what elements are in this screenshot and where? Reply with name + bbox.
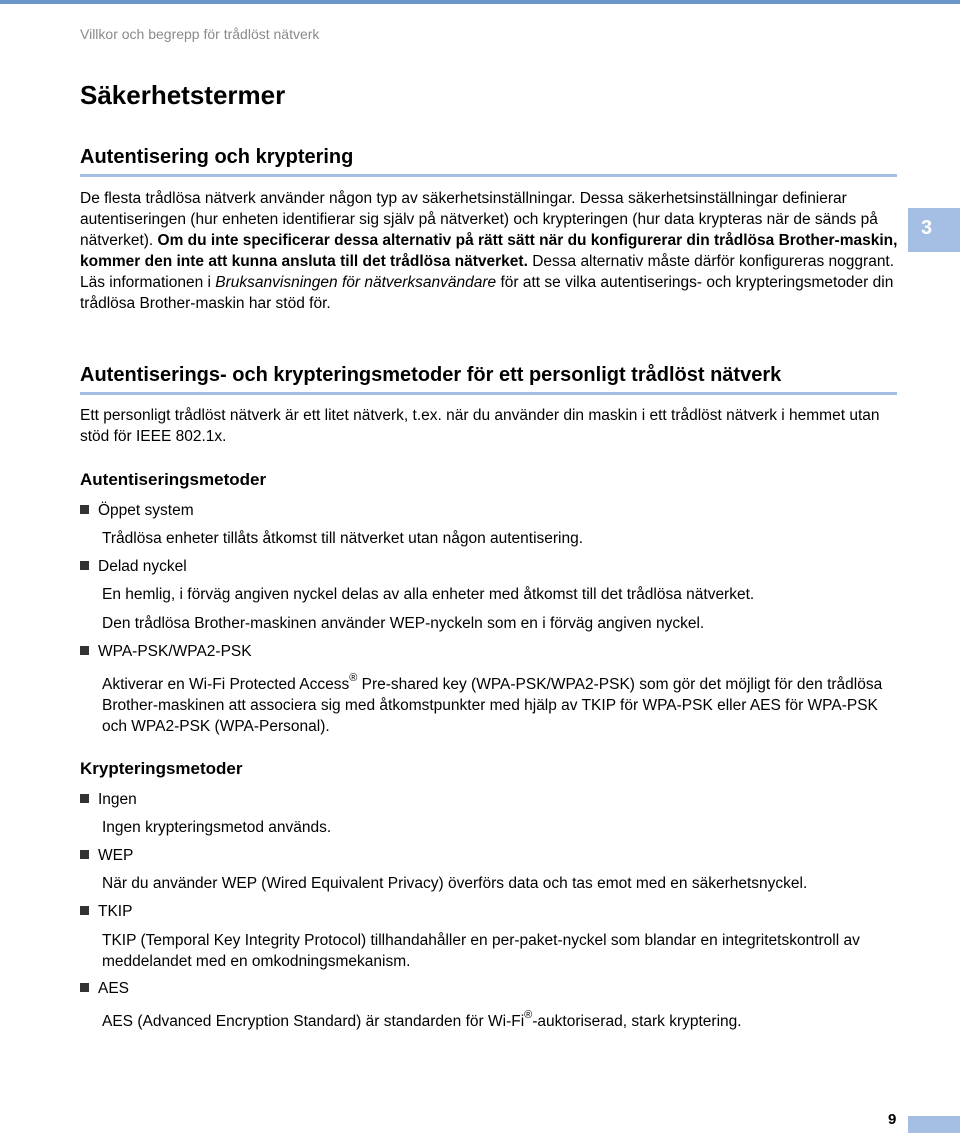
bullet-square-icon [80, 794, 89, 803]
list-item-description: Trådlösa enheter tillåts åtkomst till nätverket utan någon autentisering. [102, 530, 584, 547]
list-item: Delad nyckel [80, 556, 187, 577]
list-item: TKIP [80, 901, 132, 922]
section-rule [80, 174, 897, 177]
bullet-square-icon [80, 850, 89, 859]
list-item: WPA-PSK/WPA2-PSK [80, 641, 252, 662]
section-title-authentication-encryption: Autentisering och kryptering [80, 146, 354, 168]
bullet-square-icon [80, 646, 89, 655]
config-note-text: Dessa alternativ måste därför konfigureras noggrant. [527, 253, 895, 270]
warning-text: Om du inte specificerar dessa alternativ på rätt sätt när du konfigurerar din trådlösa Brother-maskin, kommer den inte att kunna ansluta till det trådlösa nätverket. [80, 232, 898, 270]
bullet-square-icon [80, 906, 89, 915]
chapter-number: 3 [921, 217, 933, 239]
list-item-description: När du använder WEP (Wired Equivalent Privacy) överförs data och tas emot med en säkerhetsnyckel. [102, 875, 808, 892]
page-title: Säkerhetstermer [80, 80, 286, 110]
footer-tab [908, 1116, 960, 1133]
top-rule [0, 0, 960, 4]
intro-text: De flesta trådlösa nätverk använder någon typ av säkerhetsinställningar. Dessa säkerhetsinställningar definierar autentiseringen (hur enheten identifierar sig själv på nätverket) och krypteringen (hur data krypteras när de sänds på nätverket). [80, 190, 878, 249]
section-rule [80, 392, 897, 395]
list-item: Ingen [80, 789, 137, 810]
page-number: 9 [888, 1111, 897, 1128]
manual-reference: Bruksanvisningen för nätverksanvändare [215, 274, 497, 291]
list-item-description: AES (Advanced Encryption Standard) är standarden för Wi-Fi®-auktoriserad, stark kryptering. [102, 1009, 742, 1030]
registered-mark: ® [349, 672, 358, 684]
list-item-description: Ingen krypteringsmetod används. [102, 819, 332, 836]
list-item-description: TKIP (Temporal Key Integrity Protocol) tillhandahåller en per-paket-nyckel som blandar en integritetskontroll av meddelandet med en omkodningsmekanism. [102, 932, 860, 970]
section-title-personal-network: Autentiserings- och krypteringsmetoder för ett personligt trådlöst nätverk [80, 364, 782, 386]
list-item-description: En hemlig, i förväg angiven nyckel delas av alla enheter med åtkomst till det trådlösa nätverket. [102, 586, 755, 603]
reference-tail-text: för att se vilka autentiserings- och krypteringsmetoder din trådlösa Brother-maskin har stöd för. [80, 274, 894, 312]
enc-methods-heading: Krypteringsmetoder [80, 759, 243, 778]
bullet-square-icon [80, 983, 89, 992]
auth-methods-heading: Autentiseringsmetoder [80, 470, 267, 489]
personal-network-intro: Ett personligt trådlöst nätverk är ett litet nätverk, t.ex. när du använder din maskin i ett trådlöst nätverk i hemmet utan stöd för IEEE 802.1x. [80, 407, 880, 445]
running-header: Villkor och begrepp för trådlöst nätverk [80, 26, 320, 42]
list-item-description: Den trådlösa Brother-maskinen använder WEP-nyckeln som en i förväg angiven nyckel. [102, 615, 705, 632]
list-item: WEP [80, 845, 133, 866]
bullet-square-icon [80, 561, 89, 570]
registered-mark: ® [524, 1009, 533, 1021]
section-intro-paragraph [80, 188, 898, 314]
list-item: AES [80, 978, 129, 999]
bullet-square-icon [80, 505, 89, 514]
list-item: Öppet system [80, 500, 194, 521]
reference-text: Läs informationen i [80, 274, 216, 291]
list-item-description: Aktiverar en Wi-Fi Protected Access® Pre-shared key (WPA-PSK/WPA2-PSK) som gör det möjligt för den trådlösa Brother-maskinen att associera sig med åtkomstpunkter med hjälp av TKIP för WPA-PSK eller AES för WPA-PSK och WPA2-PSK (WPA-Personal). [102, 672, 883, 735]
chapter-tab [908, 208, 960, 252]
